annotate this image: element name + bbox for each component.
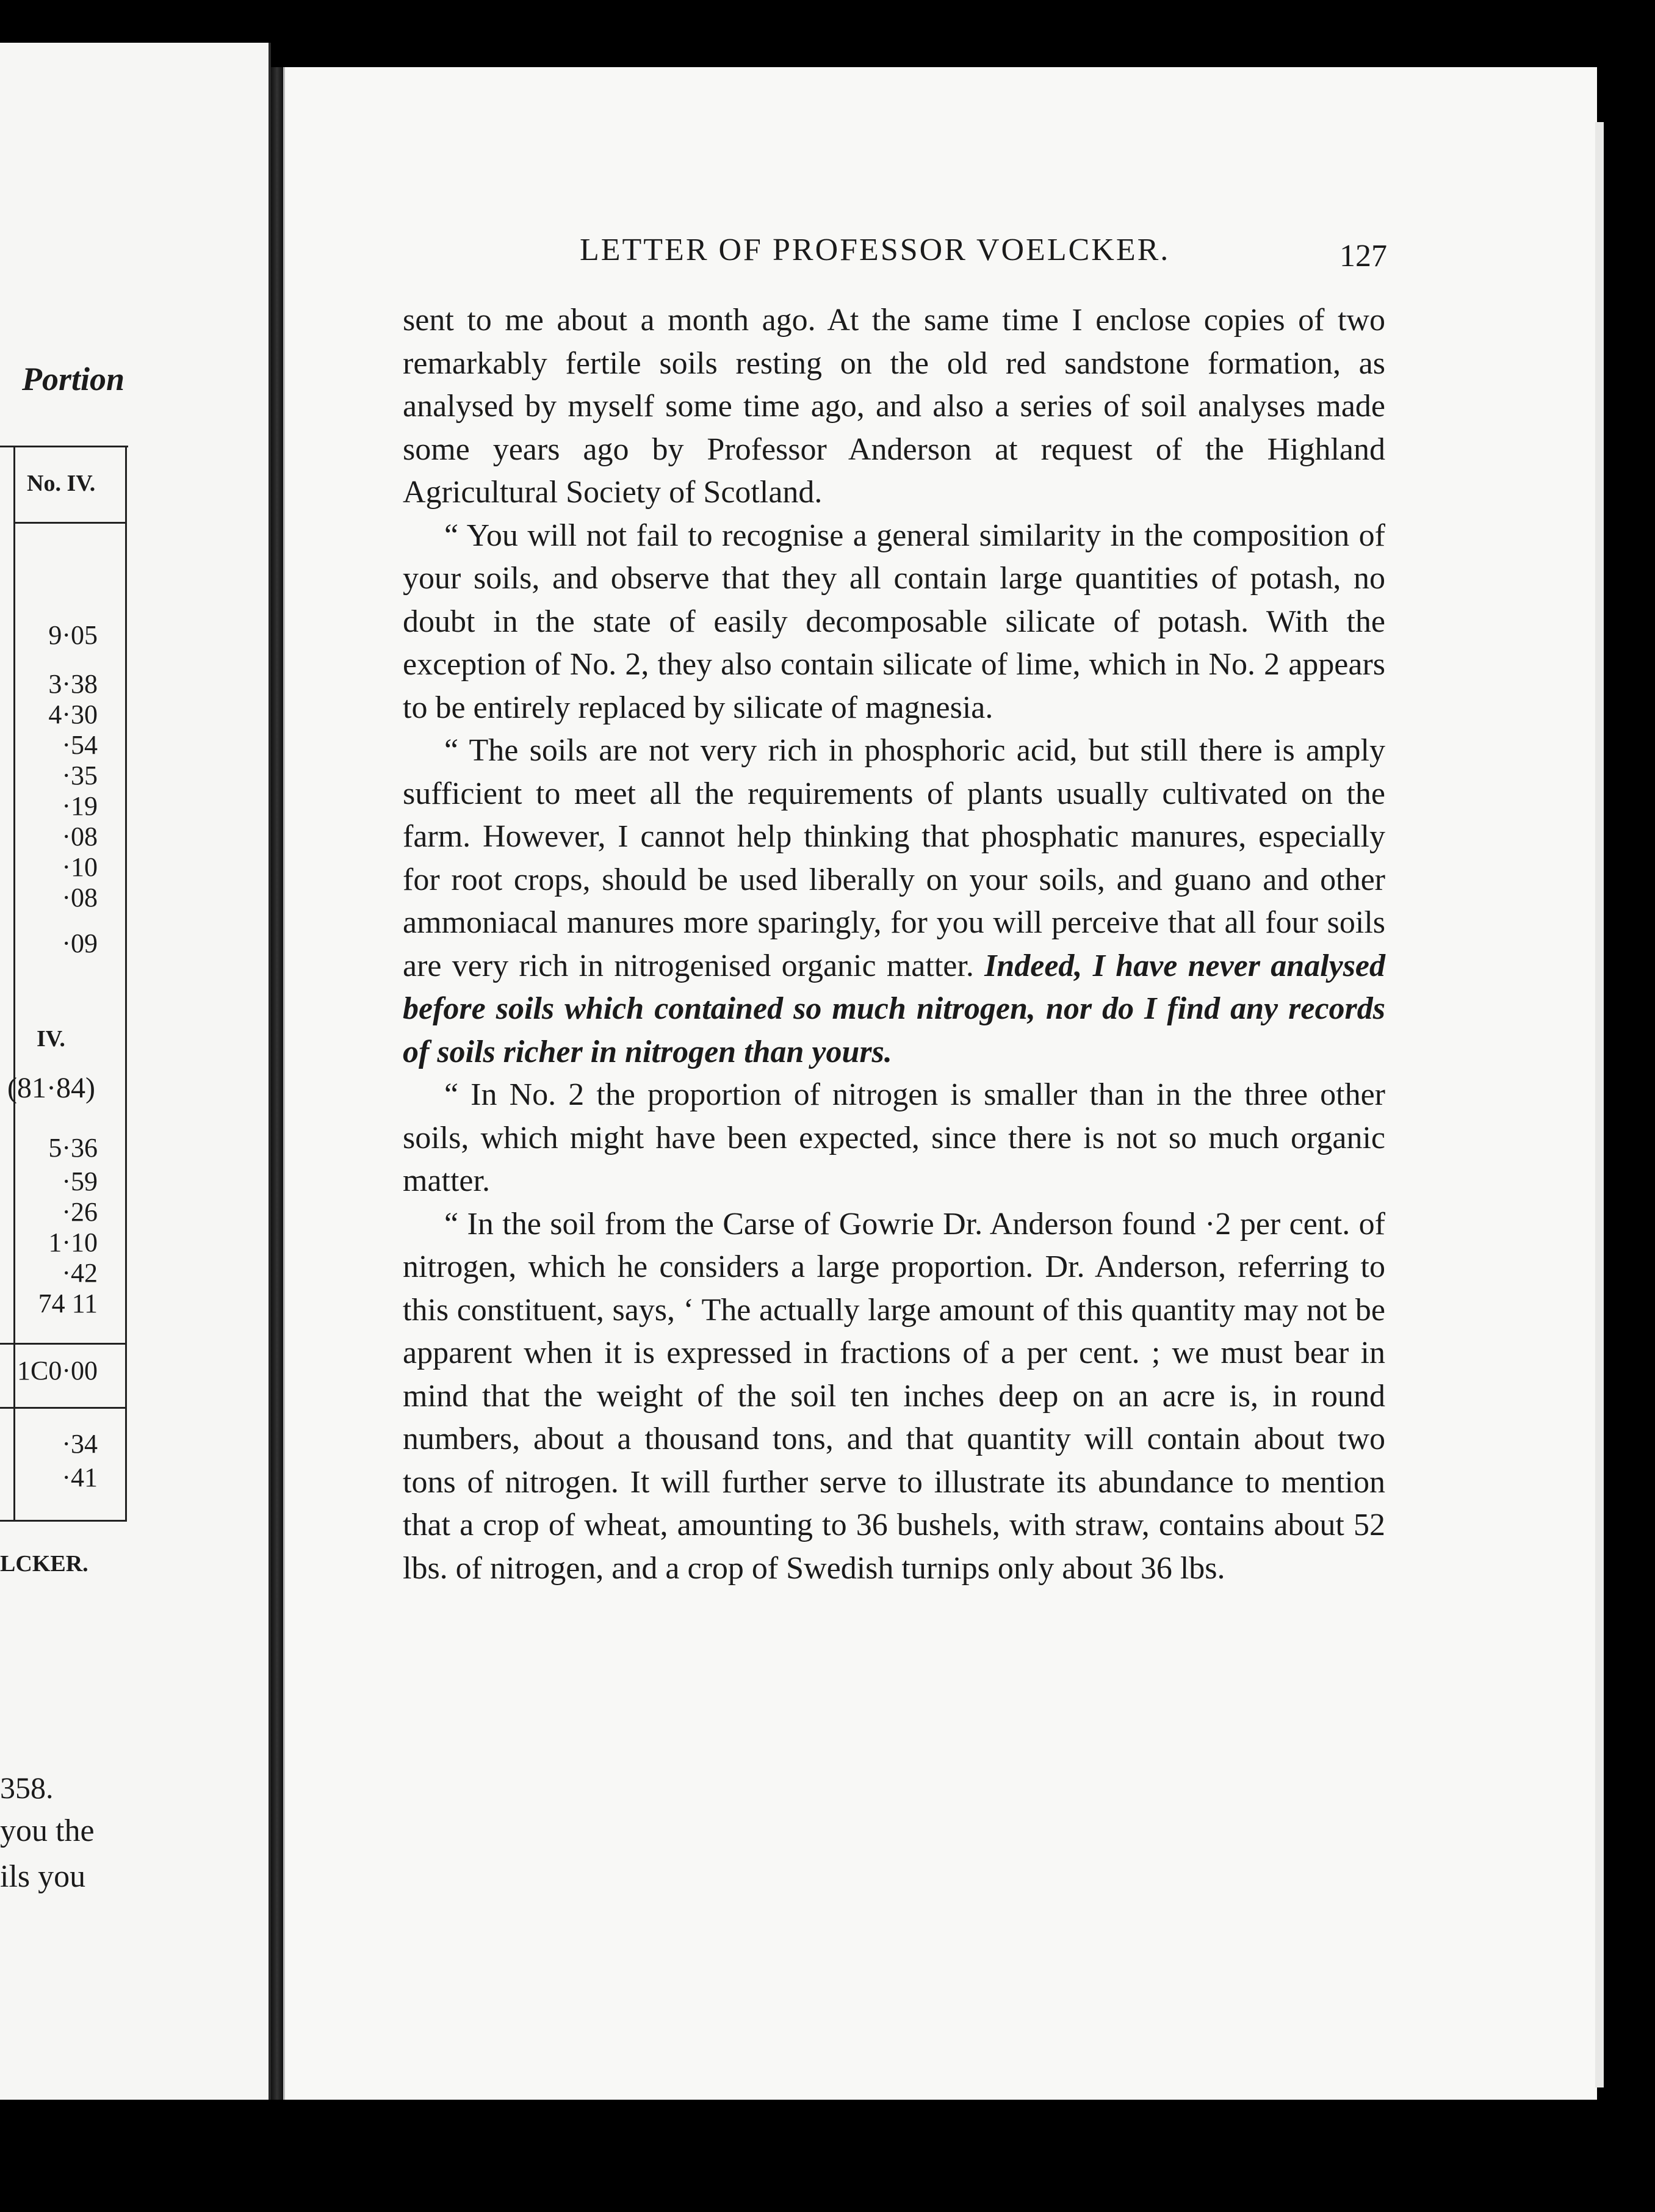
table-cell: ·09 xyxy=(62,928,98,958)
text-fragment: ils you xyxy=(0,1859,86,1894)
paragraph: “ In No. 2 the proportion of nitrogen is smaller than in the three other soils, which might have been expected, since there is not so much organic matter. xyxy=(403,1077,1385,1198)
table-cell: ·59 xyxy=(62,1166,98,1196)
year-fragment: 358. xyxy=(0,1771,54,1805)
table-right-rule xyxy=(125,446,127,1520)
table-top-rule xyxy=(0,446,128,447)
table-cell: ·41 xyxy=(62,1462,98,1492)
table-total: 1C0·00 xyxy=(17,1356,98,1386)
table-cell: ·26 xyxy=(62,1197,98,1227)
paragraph: sent to me about a month ago. At the same time I enclose copies of two remarkably fertile soils resting on the old red sandstone formation, as analysed by myself some time ago, and also a series of soil analyses made some years ago by Professor Anderson at request of the Highland Agricultural Society of Scotland. xyxy=(403,303,1385,510)
portion-heading: Portion xyxy=(22,361,125,397)
book-gutter xyxy=(271,67,283,2100)
table-cell: ·10 xyxy=(62,852,98,882)
table-cell: 5·36 xyxy=(48,1133,98,1163)
table-header-rule xyxy=(13,522,125,524)
table-cell: 9·05 xyxy=(48,620,98,650)
table-bottom-rule xyxy=(0,1520,127,1522)
paragraph: “ You will not fail to recognise a general similarity in the composition of your soils, and observe that they all contain large quantities of potash, no doubt in the state of easily decomposable silicate of potash. With the exception of No. 2, they also contain silicate of lime, which in No. 2 appears to be entirely replaced by silicate of magnesia. xyxy=(403,518,1385,725)
paragraph xyxy=(403,729,1385,1074)
table-cell: ·19 xyxy=(62,791,98,821)
signature-fragment: LCKER. xyxy=(0,1551,88,1577)
table-cell: ·08 xyxy=(62,883,98,913)
table-cell: ·42 xyxy=(62,1258,98,1288)
paragraph: “ In the soil from the Carse of Gowrie Dr. Anderson found ·2 per cent. of nitrogen, which he considers a large proportion. Dr. Anderson, referring to this constituent, says, ‘ The actually large amount of this quantity may not be apparent when it is expressed in fractions of a per cent. ; we must bear in mind that the weight of the soil ten inches deep on an acre is, in round numbers, about a thousand tons, and that quantity will contain about two tons of nitrogen. It will further serve to illustrate its abundance to mention that a crop of wheat, amounting to 36 bushels, with straw, contains about 52 lbs. of nitrogen, and a crop of Swedish turnips only about 36 lbs. xyxy=(403,1206,1385,1586)
table-section-label: IV. xyxy=(37,1026,65,1052)
table-column-header: No. IV. xyxy=(27,471,96,496)
table-cell: 3·38 xyxy=(48,669,98,699)
table-cell: 4·30 xyxy=(48,699,98,729)
table-cell: ·08 xyxy=(62,822,98,851)
table-cell: ·54 xyxy=(62,730,98,760)
paragraph-text: “ The soils are not very rich in phosphoric acid, but still there is amply sufficient to meet all the requirements of plants usually cultivated on the farm. However, I cannot help thinking that phosphatic manures, especially for root crops, should be used liberally on your soils, and guano and other ammoniacal manures more sparingly, for you will perceive that all four soils are very rich in nitrogenised organic matter. xyxy=(403,733,1385,983)
page-edge xyxy=(1595,122,1604,2087)
table-cell: ·35 xyxy=(62,761,98,790)
left-page-fragment xyxy=(0,43,271,2100)
table-cell: ·34 xyxy=(62,1429,98,1459)
table-total-rule-bottom xyxy=(0,1407,125,1409)
table-section-total: (81·84) xyxy=(7,1072,95,1104)
emphasis-text: Indeed, I have never analysed before soils which contained so much nitrogen, nor do I find any records of soils richer in nitrogen than yours. xyxy=(403,948,1386,1069)
table-cell: 74 11 xyxy=(38,1289,98,1318)
page-number: 127 xyxy=(1340,239,1387,273)
letter-body xyxy=(403,299,1385,1590)
table-cell: 1·10 xyxy=(48,1227,98,1257)
running-title: LETTER OF PROFESSOR VOELCKER. xyxy=(580,233,1170,267)
text-fragment: you the xyxy=(0,1813,95,1848)
table-total-rule xyxy=(0,1343,125,1345)
